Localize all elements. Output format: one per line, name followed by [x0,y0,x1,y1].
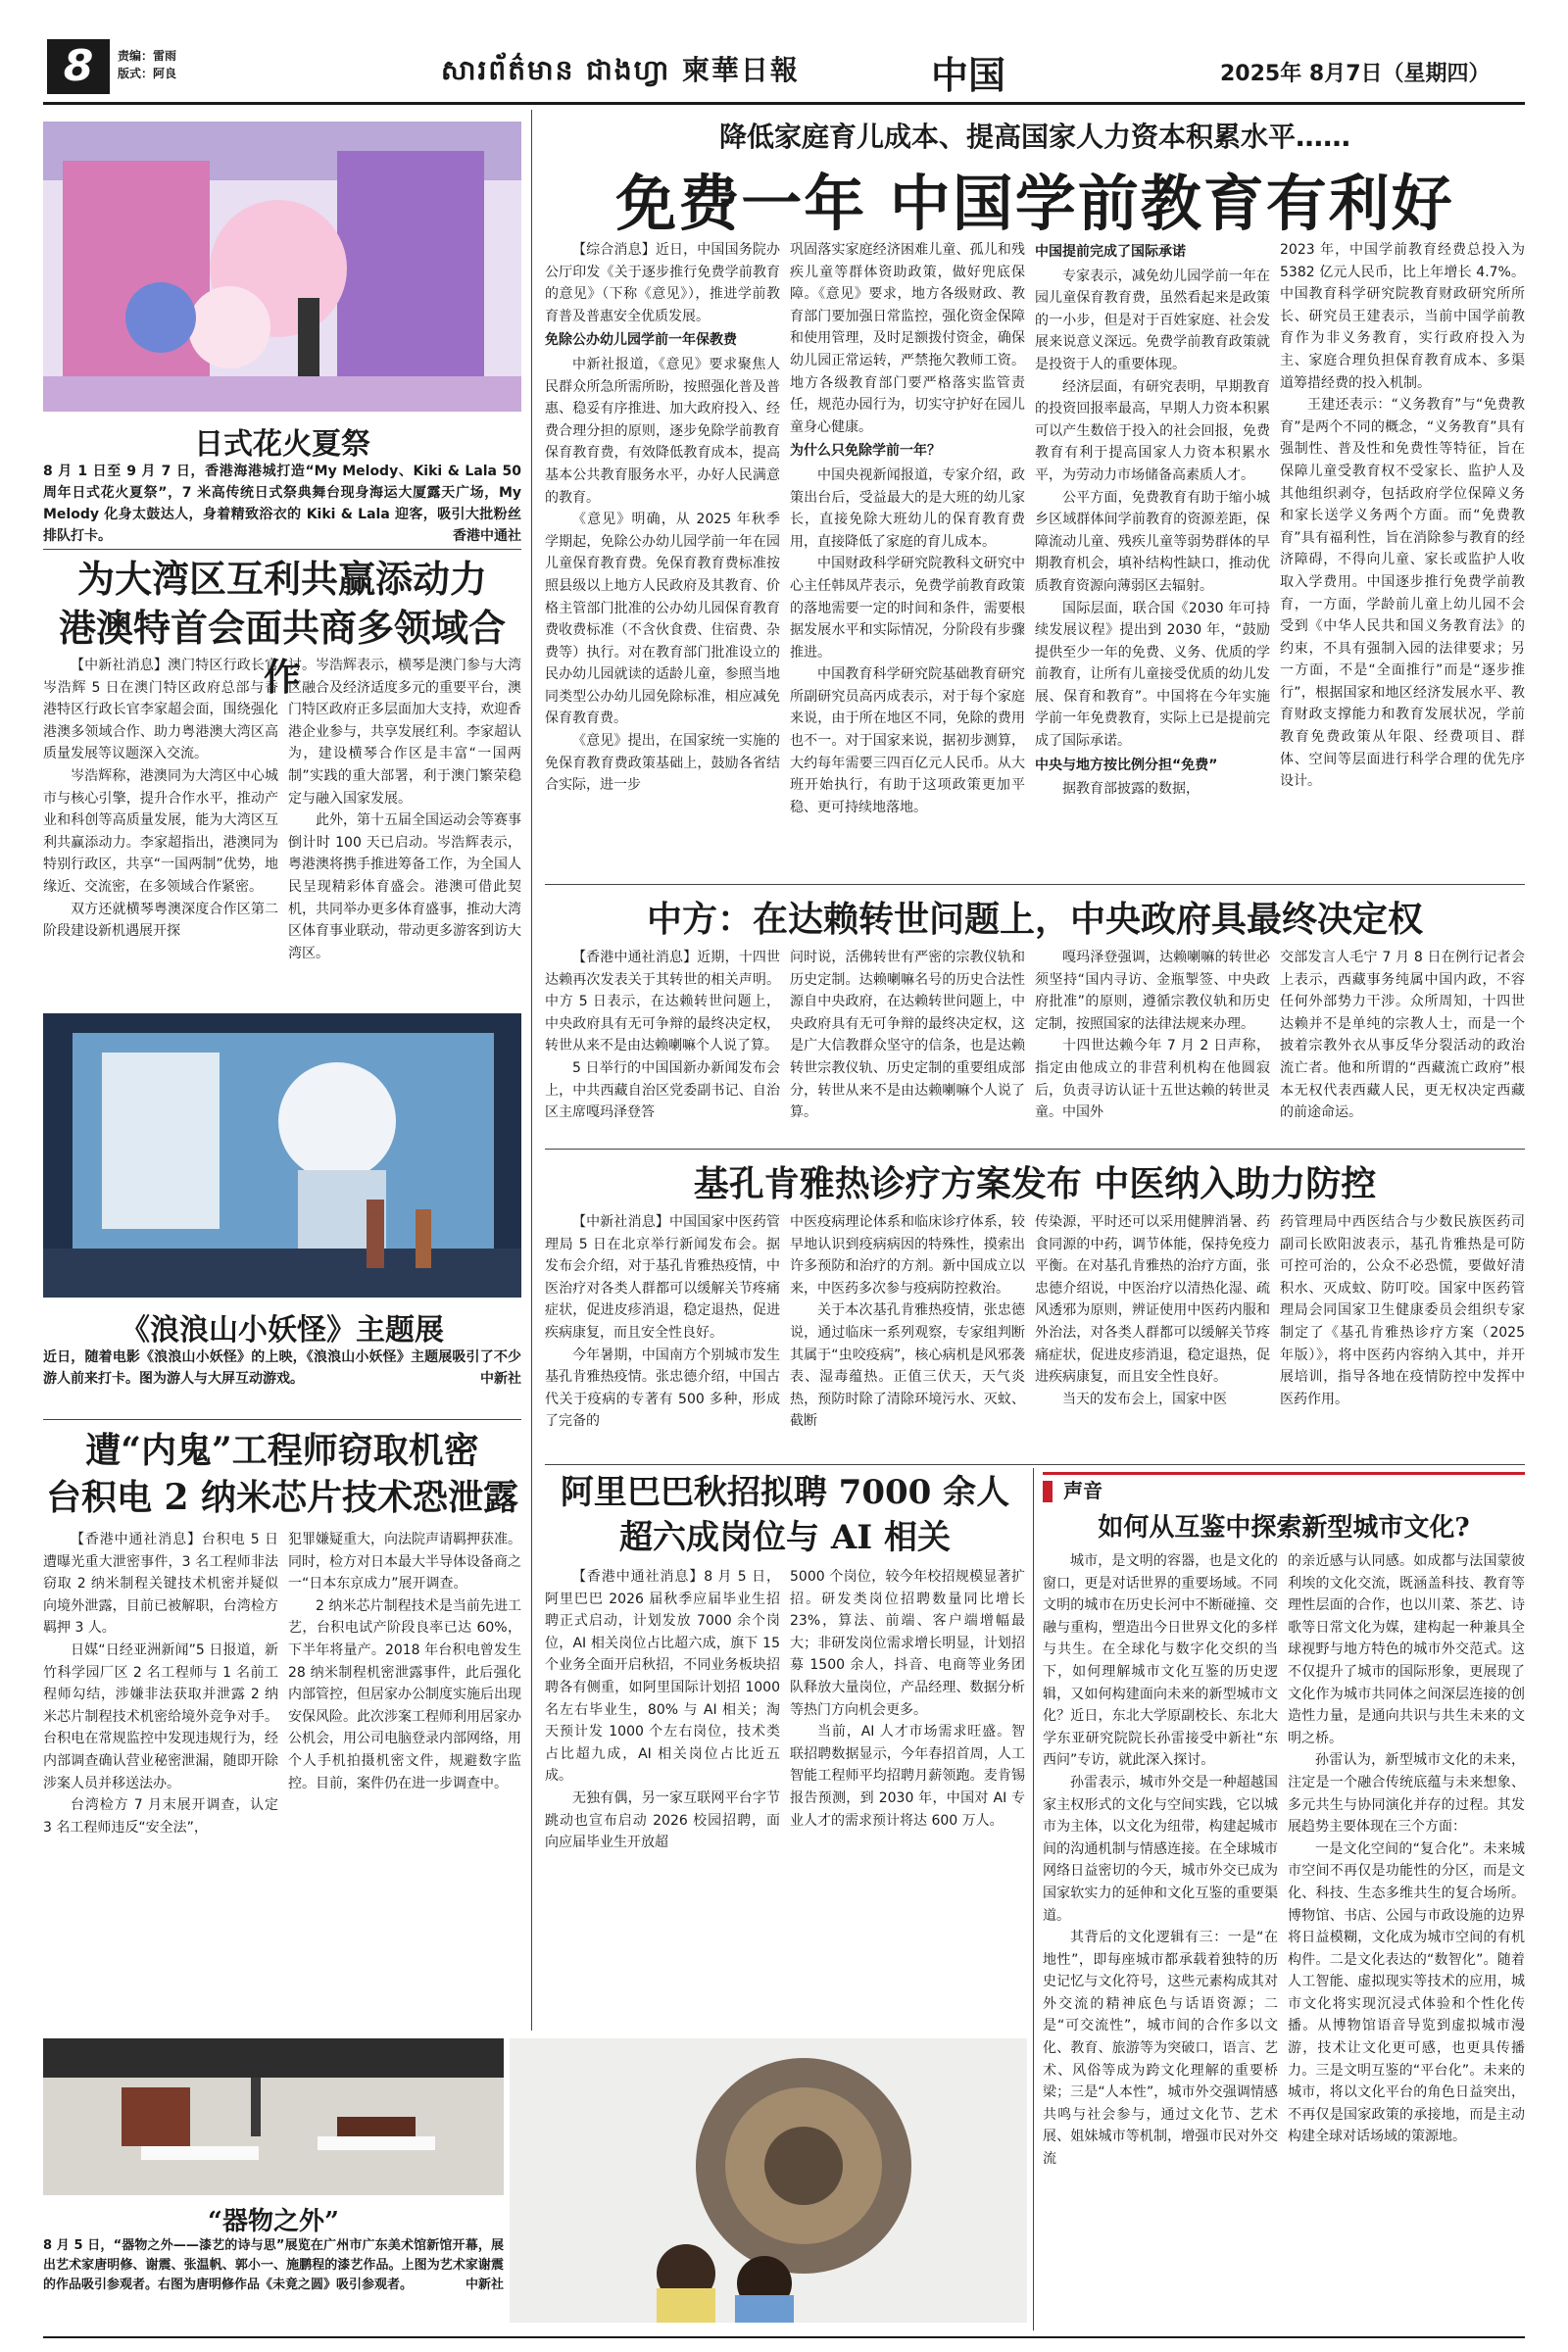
paragraph: 【综合消息】近日，中国国务院办公厅印发《关于逐步推行免费学前教育的意见》（下称《意见》），推进学前教育普及普惠安全优质发展。 [545,242,780,324]
paragraph: 【香港中通社消息】近期，十四世达赖再次发表关于其转世的相关声明。中方 5 日表示，在达赖转世问题上，中央政府具有无可争辩的最终决定权，转世从来不是由达赖喇嘛个人说了算。 [545,950,780,1054]
preschool-kicker: 降低家庭育儿成本、提高国家人力资本积累水平…… [718,121,1350,153]
paragraph: 据教育部披露的数据， [1062,781,1200,798]
paragraph: 孙雷表示，城市外交是一种超越国家主权形式的文化与空间实践，它以城市为主体，以文化为纽带，构建起城市间的沟通机制与情感连接。在全球城市网络日益密切的今天，城市外交已成为国家软实力的延伸和文化互鉴的重要渠道。 [1043,1774,1278,1924]
paragraph: 《意见》提出，在国家统一实施的免保育教育费政策基础上，鼓励各省结合实际，进一步 [545,733,780,794]
voice-tag: 声音 [1063,1479,1103,1502]
divider [545,1149,1525,1150]
paragraph: 中国教育科学研究院基础教育研究所副研究员高丙成表示，对于每个家庭来说，由于所在地区不同，免除的费用也不一。对于国家来说，据初步测算，大约每年需要三四百亿元人民币。从大班开始执行，有助于这项政策更加平稳、更可持续地落地。 [790,666,1025,815]
paragraph: 台湾检方 7 月末展开调查，认定 3 名工程师违反“安全法”， [43,1797,278,1836]
editor-credits [118,47,176,82]
paragraph: 巩固落实家庭经济困难儿童、孤儿和残疾儿童等群体资助政策，做好兜底保障。《意见》要求，地方各级财政、教育部门要加强日常监控，强化资金保障和使用管理，及时足额拨付资金，确保幼儿园正常运转，严禁拖欠教师工资。地方各级教育部门要严格落实监管责任，规范办园行为，切实守护好在园儿童身心健康。 [790,242,1025,435]
preschool-col4 [1280,239,1525,876]
paragraph: 问时说，活佛转世有严密的宗教仪轨和历史定制。达赖喇嘛名号的历史合法性源自中央政府，在达赖转世问题上，中央政府具有无可争辩的最终决定权，这是广大信教群众坚守的信条，也是达赖转世宗教仪轨、历史定制的重要组成部分，转世从来不是由达赖喇嘛个人说了算。 [790,950,1025,1121]
photo3-caption-text: 8 月 5 日，“器物之外——漆艺的诗与思”展览在广州市广东美术馆新馆开幕，展出艺术家唐明修、谢震、张温帆、郭小一、施鹏程的漆艺作品。上图为艺术家谢震的作品吸引参观者。右图为唐明修作品《未竟之圆》吸引参观者。 [43,2238,504,2292]
paragraph: 5000 个岗位，较今年校招规模显著扩招。研发类岗位招聘数量同比增长 23%，算法、前端、客户端增幅最大；非研发岗位需求增长明显，计划招募 1500 余人，抖音、电商等业务团队释放大量岗位，产品经理、数据分析等热门方向机会更多。 [790,1569,1025,1718]
dalai-col2 [790,947,1025,1143]
editor-line: 责编：雷雨 [118,49,177,63]
chikungunya-col4 [1280,1211,1525,1456]
paragraph: 【香港中通社消息】8 月 5 日，阿里巴巴 2026 届秋季应届毕业生招聘正式启动，计划发放 7000 余个岗位，AI 相关岗位占比超六成，旗下 15 个业务全面开启秋招，不同业务板块招聘各有侧重，如阿里国际计划招 1000 名左右毕业生，80% 与 AI 相关；淘天预计发 1000 个左右岗位，技术类占比超九成，AI 相关岗位占比近五成。 [545,1569,780,1785]
voice-col1 [1043,1550,1278,2334]
photo-lacquer-circle [510,2038,1027,2323]
masthead-rule [43,102,1525,105]
subheading: 中国提前完成了国际承诺 [1035,244,1186,260]
tsmc-col1 [43,1529,278,2009]
page-number: 8 [47,39,110,94]
paragraph: 5 日举行的中国国新办新闻发布会上，中共西藏自治区党委副书记、自治区主席嘎玛泽登答 [545,1059,780,1121]
paper-name: សារព័ត៌មាន ជាងហ្វា 柬華日報 [441,54,800,86]
tsmc-headline-line2: 台积电 2 纳米芯片技术恐泄露 [45,1477,519,1518]
paragraph: 日媒“日经亚洲新闻”5 日报道，新竹科学园厂区 2 名工程师与 1 名前工程师勾结，涉嫌非法获取并泄露 2 纳米芯片制程技术机密给境外竞争对手。台积电在常规监控中发现违规行为，经内部调查确认营业秘密泄漏，随即开除涉案人员并移送法办。 [43,1642,278,1791]
paragraph: 2 纳米芯片制程技术是当前先进工艺，台积电试产阶段良率已达 60%，下半年将量产。2018 年台积电曾发生 28 纳米制程机密泄露事件，此后强化内部管控，但居家办公制度实施后出现安保风险。此次涉案工程师利用居家办公机会，用公司电脑登录内部网络，用个人手机拍摄机密文件，规避数字监控。目前，案件仍在进一步调查中。 [288,1597,521,1791]
alibaba-col2 [790,1566,1025,2027]
paragraph: 此外，第十五届全国运动会等赛事倒计时 100 天已启动。岑浩辉表示，粤港澳将携手推进筹备工作，为全国人民呈现精彩体育盛会。港澳可借此契机，共同举办更多体育盛事，推动大湾区体育事业联动，带动更多游客到访大湾区。 [288,812,521,961]
paragraph: 王建还表示：“义务教育”与“免费教育”是两个不同的概念，“义务教育”具有强制性、普及性和免费性等特征，旨在保障儿童受教育权不受家长、监护人及其他组织剥夺，包括政府学位保障义务和家长送学义务两个方面。而“免费教育”具有福利性，旨在消除参与教育的经济障碍，不得向儿童、家长或监护人收取入学费用。中国逐步推行免费学前教育，一方面，学龄前儿童上幼儿园不会受到《中华人民共和国义务教育法》的约束，不具有强制入园的法律要求；另一方面，不是“全面推行”而是“逐步推行”，根据国家和地区经济发展水平、教育财政支撑能力和教育发展状况，学前教育免费政策从年限、经费项目、群体、空间等层面进行科学合理的优先序设计。 [1280,397,1525,790]
preschool-col2 [790,239,1025,876]
gba-col1 [43,655,278,998]
paragraph: 的亲近感与认同感。如成都与法国蒙彼利埃的文化交流，既涵盖科技、教育等理性层面的合作，也以川菜、茶艺、诗歌等日常文化为媒，建构起一种兼具全球视野与地方特色的城市外交范式。这不仅提升了城市的国际形象，更展现了文化作为城市共同体之间深层连接的创造性力量，是通向共识与共生未来的文明之桥。 [1288,1553,1525,1746]
paragraph: 药管理局中西医结合与少数民族医药司副司长欧阳波表示，基孔肯雅热是可防可控可治的，公众不必恐慌，要做好清积水、灭成蚊、防叮咬。国家中医药管理局会同国家卫生健康委员会组织专家制定了《基孔肯雅热诊疗方案（2025 年版）》，将中医药内容纳入其中，并开展培训，指导各地在疫情防控中发挥中医药作用。 [1280,1214,1525,1407]
tsmc-headline-line1: 遭“内鬼”工程师窃取机密 [85,1430,479,1471]
subheading: 中央与地方按比例分担“免费” [1035,757,1218,773]
photo-summer-festival [43,122,521,412]
preschool-headline: 免费一年 中国学前教育有利好 [615,168,1454,239]
divider [43,549,521,550]
festival-photo [43,122,521,412]
layout-line: 版式：阿良 [118,67,177,80]
paragraph: 无独有偶，另一家互联网平台字节跳动也宣布启动 2026 校园招聘，面向应届毕业生开放超 [545,1789,780,1851]
paragraph: 岑浩辉称，港澳同为大湾区中心城市与核心引擎，提升合作水平，推动产业和科创等高质量发展，能为大湾区互利共赢添动力。李家超指出，港澳同为特别行政区，共享“一国两制”优势，地缘近、交流密，在多领域合作紧密。 [43,767,278,895]
paragraph: 中医疫病理论体系和临床诊疗体系，较早地认识到疫病病因的特殊性，摸索出许多预防和治疗的方剂。新中国成立以来，中医药多次参与疫病防控救治。 [790,1214,1025,1297]
section-title: 中国 [931,54,1006,97]
paragraph: 嘎玛泽登强调，达赖喇嘛的转世必须坚持“国内寻访、金瓶掣签、中央政府批准”的原则，遵循宗教仪轨和历史定制，按照国家的法律法规来办理。 [1035,950,1270,1032]
paragraph: 【香港中通社消息】台积电 5 日遭曝光重大泄密事件，3 名工程师非法窃取 2 纳米制程关键技术机密并疑似向境外泄露，目前已被解职，台湾检方羁押 3 人。 [43,1532,278,1637]
divider [545,1464,1525,1465]
paragraph: 城市，是文明的容器，也是文化的窗口，更是对话世界的重要场域。不同文明的城市在历史长河中不断碰撞、交融与重构，塑造出今日世界文化的多样与共生。在全球化与数字化交织的当下，如何理解城市文化互鉴的历史逻辑，又如何构建面向未来的新型城市文化？近日，东北大学原副校长、东北大学东亚研究院院长孙雷接受中新社“东西问”专访，就此深入探讨。 [1043,1553,1278,1769]
preschool-col3 [1035,239,1270,876]
lacquer-circle-photo [510,2038,1027,2323]
photo2-credit: 中新社 [480,1371,521,1387]
paragraph: 孙雷认为，新型城市文化的未来，注定是一个融合传统底蕴与未来想象、多元共生与协同演化并存的过程。其发展趋势主要体现在三个方面： [1288,1752,1525,1836]
photo2-caption [43,1347,521,1390]
tsmc-headline [43,1427,521,1521]
photo1-caption [43,461,521,547]
paragraph: 公平方面，免费教育有助于缩小城乡区域群体间学前教育的资源差距，保障流动儿童、残疾儿童等弱势群体的早期教育机会，填补结构性缺口，推动优质教育资源向薄弱区去辐射。 [1035,489,1270,594]
dalai-col1 [545,947,780,1143]
paragraph: 当前，AI 人才市场需求旺盛。智联招聘数据显示，今年春招首周，人工智能工程师平均招聘月薪领跑。麦肯锡报告预测，到 2030 年，中国对 AI 专业人才的需求预计将达 600 万人。 [790,1724,1025,1829]
photo1-credit: 香港中通社 [453,528,521,544]
divider [43,1419,521,1420]
paragraph: 中国财政科学研究院教科文研究中心主任韩凤芹表示，免费学前教育政策的落地需要一定的时间和条件，需要根据发展水平和实际情况，分阶段有步骤推进。 [790,556,1025,661]
paragraph: 经济层面，有研究表明，早期教育的投资回报率最高，早期人力资本积累可以产生数倍于投入的社会回报，免费教育有利于提高国家人力资本积累水平，为劳动力市场储备高素质人才。 [1035,378,1270,483]
paragraph: 一是文化空间的“复合化”。未来城市空间不再仅是功能性的分区，而是文化、科技、生态多维共生的复合场所。博物馆、书店、公园与市政设施的边界将日益模糊，文化成为城市空间的有机构件。二是文化表达的“数智化”。随着人工智能、虚拟现实等技术的应用，城市文化将实现沉浸式体验和个性化传播。从博物馆语音导览到虚拟城市漫游，技术让文化更可感，也更具传播力。三是文明互鉴的“平台化”。未来的城市，将以文化平台的角色日益突出，不再仅是国家政策的承接地，而是主动构建全球对话场域的策源地。 [1288,1840,1525,2145]
paragraph: 犯罪嫌疑重大，向法院声请羁押获准。同时，检方对日本最大半导体设备商之一“日本东京成力”展开调查。 [288,1532,521,1592]
photo1-title: 日式花火夏祭 [194,427,370,462]
paragraph: 2023 年，中国学前教育经费总投入为 5382 亿元人民币，比上年增长 4.7%。中国教育科学研究院教育财政研究所所长、研究员王建表示，当前中国学前教育作为非义务教育，实行政府投入为主、家庭合理负担保育教育成本、多渠道筹措经费的投入机制。 [1280,242,1525,391]
tsmc-col2 [288,1529,521,2009]
paragraph: 【中新社消息】澳门特区行政长官岑浩辉 5 日在澳门特区政府总部与香港特区行政长官李家超会面，围绕强化港澳多领域合作、助力粤港澳大湾区高质量发展等议题深入交流。 [43,658,278,762]
dalai-col4 [1280,947,1525,1143]
footer-rule [43,2336,1525,2338]
alibaba-col1 [545,1566,780,2027]
photo2-title: 《浪浪山小妖怪》主题展 [121,1313,444,1348]
paragraph: 交部发言人毛宁 7 月 8 日在例行记者会上表示，西藏事务纯属中国内政，不容任何外部势力干涉。众所周知，十四世达赖并不是单纯的宗教人士，而是一个披着宗教外衣从事反华分裂活动的政治流亡者。他和所谓的“西藏流亡政府”根本无权代表西藏人民，更无权决定西藏的前途命运。 [1280,950,1525,1121]
photo2-caption-text: 近日，随着电影《浪浪山小妖怪》的上映，《浪浪山小妖怪》主题展吸引了不少游人前来打卡。图为游人与大屏互动游戏。 [43,1349,521,1387]
paragraph: 十四世达赖今年 7 月 2 日声称，指定由他成立的非营利机构在他圆寂后，负责寻访认证十五世达赖的转世灵童。中国外 [1035,1038,1270,1121]
gba-headline-line1: 为大湾区互利共赢添动力 [76,557,487,601]
gallery-photo [43,2038,504,2195]
gba-col2 [288,655,521,998]
voice-tag-bar [1043,1472,1525,1504]
paragraph: 传染源，平时还可以采用健脾消暑、药食同源的中药，调节体能，保持免疫力平衡。在对基孔肯雅热的治疗方面，张忠德介绍说，中医治疗以清热化湿、疏风透邪为原则，辨证使用中医药内服和外治法，对各类人群都可以缓解关节疼痛症状，促进皮疹消退，稳定退热，促进疾病康复，而且安全性良好。 [1035,1214,1270,1386]
paragraph: 专家表示，减免幼儿园学前一年在园儿童保育教育费，虽然看起来是政策的一小步，但是对于百姓家庭、社会发展来说意义深远。免费学前教育政策就是投资于人的重要体现。 [1035,268,1270,372]
photo3-title: “器物之外” [208,2207,339,2236]
issue-date: 2025年 8月7日（星期四） [1220,62,1491,86]
voice-headline: 如何从互鉴中探索新型城市文化? [1098,1513,1470,1543]
paragraph: 当天的发布会上，国家中医 [1062,1391,1227,1407]
column-divider [531,110,532,2031]
photo-lacquer-gallery [43,2038,504,2195]
paragraph: 中国央视新闻报道，专家介绍，政策出台后，受益最大的是大班的幼儿家长，直接免除大班幼儿的保育教育费用，直接降低了家庭的育儿成本。 [790,466,1025,550]
exhibition-photo [43,1013,521,1298]
divider [545,884,1525,885]
photo1-caption-text: 8 月 1 日至 9 月 7 日，香港海港城打造“My Melody、Kiki & Lala 50 周年日式花火夏祭”，7 米高传统日式祭典舞台现身海运大厦露天广场，My Melody 化身太鼓达人，身着精致浴衣的 Kiki & Lala 迎客，吸引大批粉丝排队打卡。 [43,464,521,544]
column-divider [1033,1468,1034,2330]
paragraph: 讨。岑浩辉表示，横琴是澳门参与大湾区融合及经济适度多元的重要平台，澳门特区政府正多层面加大支持，欢迎香港企业参与，共享发展红利。李家超认为，建设横琴合作区是丰富“一国两制”实践的重大部署，利于澳门繁荣稳定与融入国家发展。 [288,658,521,807]
preschool-col1 [545,239,780,876]
alibaba-headline-line1: 阿里巴巴秋招拟聘 7000 余人 [560,1473,1010,1512]
subheading: 为什么只免除学前一年？ [790,443,941,460]
paragraph: 今年暑期，中国南方个别城市发生基孔肯雅热疫情。张忠德介绍，中国古代关于疫病的专著有 500 多种，形成了完备的 [545,1347,780,1430]
paragraph: 关于本次基孔肯雅热疫情，张忠德说，通过临床一系列观察，专家组判断其属于“虫咬疫病”，核心病机是风邪袭表、湿毒蕴热。正值三伏天，天气炎热，预防时除了清除环境污水、灭蚊、截断 [790,1302,1025,1430]
chikungunya-col1 [545,1211,780,1456]
paragraph: 国际层面，联合国《2030 年可持续发展议程》提出到 2030 年，“鼓励提供至少一年的免费、义务、优质的学前教育，让所有儿童接受优质的幼儿发展、保育和教育”。中国将在今年实施学前一年免费教育，实际上已是提前完成了国际承诺。 [1035,600,1270,750]
chikungunya-col3 [1035,1211,1270,1456]
paragraph: 《意见》明确，从 2025 年秋季学期起，免除公办幼儿园学前一年在园儿童保育教育费。免保育教育费标准按照县级以上地方人民政府及其教育、价格主管部门批准的公办幼儿园保育教育费收费标准（不含伙食费、住宿费、杂费等）执行。对在教育部门批准设立的民办幼儿园就读的适龄儿童，参照当地同类型公办幼儿园免除标准，相应减免保育教育费。 [545,512,780,727]
dalai-headline: 中方：在达赖转世问题上，中央政府具最终决定权 [646,899,1423,940]
paragraph: 其背后的文化逻辑有三：一是“在地性”，即每座城市都承载着独特的历史记忆与文化符号，这些元素构成其对外交流的精神底色与话语资源；二是“可交流性”，城市间的合作多以文化、教育、旅游等为突破口，语言、艺术、风俗等成为跨文化理解的重要桥梁；三是“人本性”，城市外交强调情感共鸣与社会参与，通过文化节、艺术展、姐妹城市等机制，增强市民对外交流 [1043,1930,1278,2168]
alibaba-headline-line2: 超六成岗位与 AI 相关 [619,1518,951,1557]
voice-col2 [1288,1550,1525,2334]
photo3-caption [43,2236,504,2295]
paragraph: 双方还就横琴粤澳深度合作区第二阶段建设新机遇展开探 [43,901,278,940]
chikungunya-headline: 基孔肯雅热诊疗方案发布 中医纳入助力防控 [693,1163,1377,1204]
alibaba-headline [545,1470,1025,1560]
gba-headline-line2: 港澳特首会面共商多领域合作 [58,606,506,699]
chikungunya-col2 [790,1211,1025,1456]
paragraph: 中新社报道，《意见》要求聚焦人民群众所急所需所盼，按照强化普及普惠、稳妥有序推进、加大政府投入、经费合理分担的原则，逐步免除学前教育保育教育费，有效降低教育成本，提高基本公共教育服务水平，办好人民满意的教育。 [545,356,780,506]
masthead [0,0,1568,108]
paragraph: 【中新社消息】中国国家中医药管理局 5 日在北京举行新闻发布会。据发布会介绍，对于基孔肯雅热疫情，中医治疗对各类人群都可以缓解关节疼痛症状，促进皮疹消退，稳定退热，促进疾病康复，而且安全性良好。 [545,1214,780,1341]
photo-exhibition-monster [43,1013,521,1298]
dalai-col3 [1035,947,1270,1143]
photo3-credit: 中新社 [465,2278,504,2292]
subheading: 免除公办幼儿园学前一年保教费 [545,332,737,349]
voice-tag-marker [1043,1481,1053,1502]
